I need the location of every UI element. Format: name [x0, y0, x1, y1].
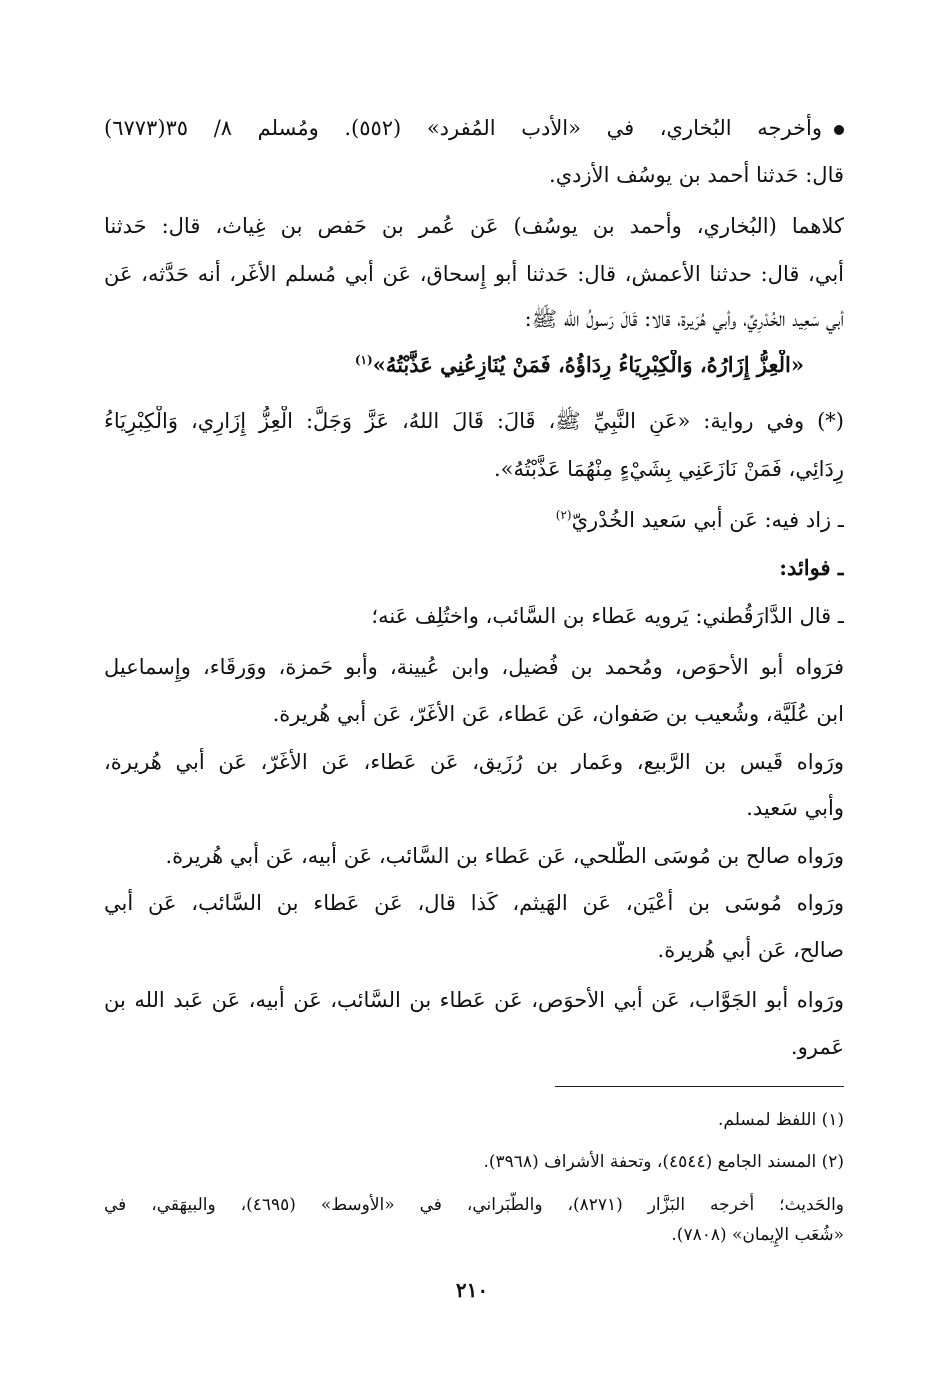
body-line: ـ زاد فيه: عَن أبي سَعيد الخُدْريّ$^{(٢)}$ [555, 508, 844, 532]
body-line: كلاهما (البُخاري، وأحمد بن يوسُف) عَن عُمر بن حَفص بن غِياث، قال: حَدثنا [104, 214, 844, 238]
footnote: (٢) المسند الجامع (٤٥٤٤)، وتحفة الأشراف (٣٩٦٨). [483, 1152, 844, 1172]
footnote-marker: (١) [354, 353, 373, 367]
body-line: وأبي سَعيد. [746, 796, 844, 820]
body-line: ورَواه قَيس بن الرَّبيع، وعَمار بن رُزَيق، عَن عَطاء، عَن الأغَرّ، عَن أبي هُريرة، [104, 750, 844, 774]
body-line: رِدَائِي، فَمَنْ نَازَعَنِي بِشَيْءٍ مِنْهُمَا عَذَّبْتُهُ». [493, 457, 844, 481]
body-line: قال: حَدثنا أحمد بن يوسُف الأزدي. [549, 163, 844, 187]
body-line: ورَواه صالح بن مُوسَى الطَّلحي، عَن عَطاء بن السَّائب، عَن أبيه، عَن أبي هُريرة. [165, 844, 844, 868]
footnote-marker: (٢) [555, 508, 572, 522]
body-line: صالح، عَن أبي هُريرة. [657, 938, 844, 962]
section-heading: ـ فوائد: [779, 555, 844, 580]
body-line: ابن عُلَيَّة، وشُعيب بن صَفوان، عَن عَطاء، عَن الأغَرّ، عَن أبي هُريرة. [272, 702, 844, 726]
body-line: وأخرجه البُخاري، في «الأدب المُفرد» (٥٥٢). ومُسلم ٨/ ٣٥(٦٧٧٣) [104, 113, 844, 143]
body-line: ـ قال الدَّارَقُطني: يَرويه عَطاء بن السَّائب، واختُلِف عَنه؛ [371, 604, 844, 628]
footnote: «شُعَب الإِيمان» (٧٨٠٨). [671, 1225, 844, 1245]
hadith-text: «الْعِزُّ إِزَارُهُ، وَالْكِبْرِيَاءُ رِدَاؤُهُ، فَمَنْ يُنَازِعُنِي عَذَّبْتُهُ»$^{(١)}$ [354, 352, 804, 377]
page-number: ٢١٠ [455, 1278, 489, 1302]
body-line: أبي، قال: حدثنا الأعمش، قال: حَدثنا أبو إِسحاق، عَن أبي مُسلم الأغَر، أنه حَدَّثه، عَن [104, 262, 844, 286]
footnote: والحَديث؛ أخرجه البَزَّار (٨٢٧١)، والطَّبَراني، في «الأوسط» (٤٦٩٥)، والبيهَقي، في [104, 1195, 844, 1215]
footnote: (١) اللفظ لمسلم. [717, 1110, 844, 1130]
body-line: أبي سَعِيد الخُدْرِيِّ، وأبي هُرَيرة، قالا: قَالَ رَسولُ الله ﷺ: [524, 307, 844, 331]
body-line: (*) وفي رواية: «عَنِ النَّبِيِّ ﷺ، قَالَ: قَالَ اللهُ، عَزَّ وَجَلَّ: الْعِزُّ إِزَارِي، وَالْكِبْرِيَاءُ [104, 409, 844, 433]
body-line: عَمرو. [790, 1035, 844, 1059]
body-line: ورَواه مُوسَى بن أعْيَن، عَن الهَيثم، كَذا قال، عَن عَطاء بن السَّائب، عَن أبي [104, 891, 844, 915]
body-line: ورَواه أبو الجَوَّاب، عَن أبي الأحوَص، عَن عَطاء بن السَّائب، عَن أبيه، عَن عَبد الله بن [104, 988, 844, 1012]
body-line: فرَواه أبو الأحوَص، ومُحمد بن فُضيل، وابن عُيينة، وأبو حَمزة، ووَرقَاء، وإِسماعيل [104, 655, 844, 679]
footnote-separator [555, 1086, 844, 1087]
bullet-icon [834, 125, 844, 135]
